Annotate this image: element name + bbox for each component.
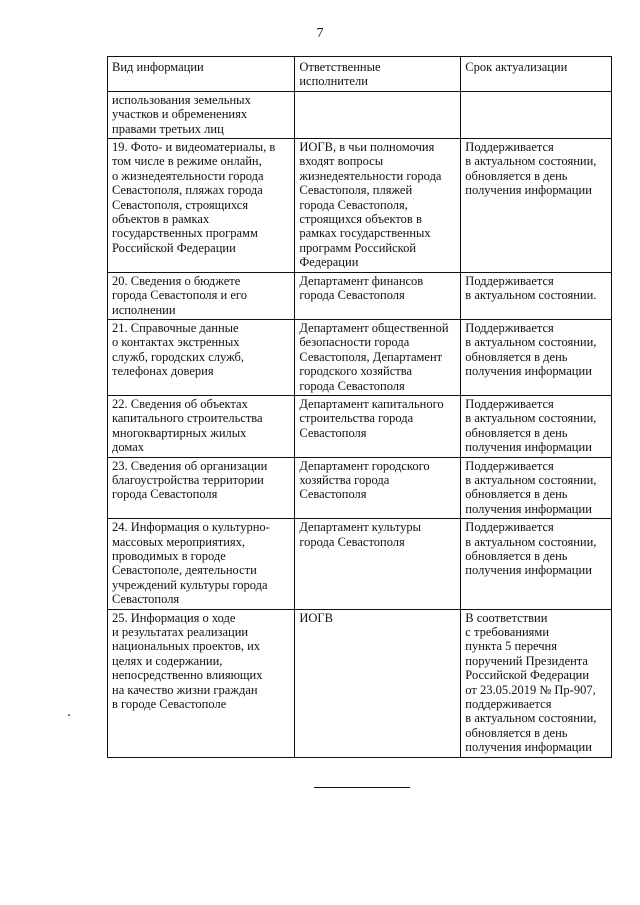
- cell-executors: [295, 395, 461, 457]
- header-cell-executors: [295, 57, 461, 92]
- cell-text: В соответствии с требованиями пункта 5 перечня поручений Президента Российской Федерации от 23.05.2019 № Пр-907, поддерживается в актуальном состоянии, обновляется в день получения информации: [465, 610, 597, 755]
- cell-text: Департамент финансов города Севастополя: [299, 273, 424, 303]
- cell-text: ИОГВ, в чьи полномочия входят вопросы жизнедеятельности города Севастополя, пляжей города Севастополя, строящихся объектов в рамках государственных программ Российской Федерации: [299, 140, 442, 270]
- cell-update-term: [461, 91, 612, 138]
- cell-executors: [295, 91, 461, 138]
- cell-text: Поддерживается в актуальном состоянии.: [465, 273, 597, 303]
- cell-text: 19. Фото- и видеоматериалы, в том числе в режиме онлайн, о жизнедеятельности города Севастополя, пляжах города Севастополя, строящихся объектов в рамках государственных программ Российской Федерации: [112, 140, 276, 255]
- cell-executors: [295, 272, 461, 319]
- cell-executors: [295, 319, 461, 395]
- cell-update-term: [461, 609, 612, 757]
- cell-text: Департамент общественной безопасности города Севастополя, Департамент городского хозяйства города Севастополя: [299, 320, 449, 393]
- cell-info-type: [108, 457, 295, 519]
- cell-text: 25. Информация о ходе и результатах реализации национальных проектов, их целях и содержании, непосредственно влияющих на качество жизни граждан в городе Севастополе: [112, 610, 263, 712]
- table-row: [108, 457, 612, 519]
- cell-text: использования земельных участков и обременениях правами третьих лиц: [112, 92, 251, 136]
- cell-executors: [295, 457, 461, 519]
- table-row: [108, 319, 612, 395]
- cell-text: 20. Сведения о бюджете города Севастополя и его исполнении: [112, 273, 247, 317]
- end-of-document-line: [314, 787, 410, 788]
- cell-update-term: [461, 519, 612, 609]
- cell-text: Департамент культуры города Севастополя: [299, 520, 422, 549]
- table-row: [108, 609, 612, 757]
- cell-text: 23. Сведения об организации благоустройства территории города Севастополя: [112, 458, 268, 502]
- cell-text: Поддерживается в актуальном состоянии, обновляется в день получения информации: [465, 520, 597, 578]
- cell-text: 22. Сведения об объектах капитального строительства многоквартирных жилых домах: [112, 396, 263, 455]
- header-label: Срок актуализации: [465, 60, 568, 74]
- cell-info-type: [108, 395, 295, 457]
- cell-info-type: [108, 139, 295, 273]
- cell-update-term: [461, 319, 612, 395]
- page-number: 7: [316, 26, 324, 41]
- cell-executors: [295, 139, 461, 273]
- cell-info-type: [108, 519, 295, 609]
- header-cell-info-type: [108, 57, 295, 92]
- cell-text: Департамент городского хозяйства города Севастополя: [299, 458, 430, 502]
- header-cell-update-term: [461, 57, 612, 92]
- cell-update-term: [461, 272, 612, 319]
- cell-text: 21. Справочные данные о контактах экстренных служб, городских служб, телефонах доверия: [112, 320, 245, 379]
- table-row: [108, 395, 612, 457]
- cell-text: ИОГВ: [299, 610, 333, 625]
- cell-executors: [295, 609, 461, 757]
- cell-update-term: [461, 395, 612, 457]
- table-row: [108, 139, 612, 273]
- cell-text: Поддерживается в актуальном состоянии, обновляется в день получения информации: [465, 320, 597, 379]
- cell-info-type: [108, 319, 295, 395]
- scan-speck: [68, 714, 70, 716]
- cell-info-type: [108, 609, 295, 757]
- table-row: [108, 519, 612, 609]
- cell-text: Поддерживается в актуальном состоянии, обновляется в день получения информации: [465, 140, 597, 198]
- table-row: [108, 91, 612, 138]
- cell-executors: [295, 519, 461, 609]
- cell-text: 24. Информация о культурно- массовых мероприятиях, проводимых в городе Севастополе, деятельности учреждений культуры города Севастополя: [112, 520, 270, 607]
- table-header-row: [108, 57, 612, 92]
- cell-text: Департамент капитального строительства города Севастополя: [299, 396, 444, 440]
- cell-text: Поддерживается в актуальном состоянии, обновляется в день получения информации: [465, 458, 597, 516]
- cell-info-type: [108, 91, 295, 138]
- header-label: Ответственные исполнители: [299, 60, 381, 89]
- cell-update-term: [461, 457, 612, 519]
- header-label: Вид информации: [112, 60, 204, 74]
- table-row: [108, 272, 612, 319]
- information-table: [107, 56, 612, 758]
- cell-update-term: [461, 139, 612, 273]
- cell-text: Поддерживается в актуальном состоянии, обновляется в день получения информации: [465, 396, 597, 455]
- cell-info-type: [108, 272, 295, 319]
